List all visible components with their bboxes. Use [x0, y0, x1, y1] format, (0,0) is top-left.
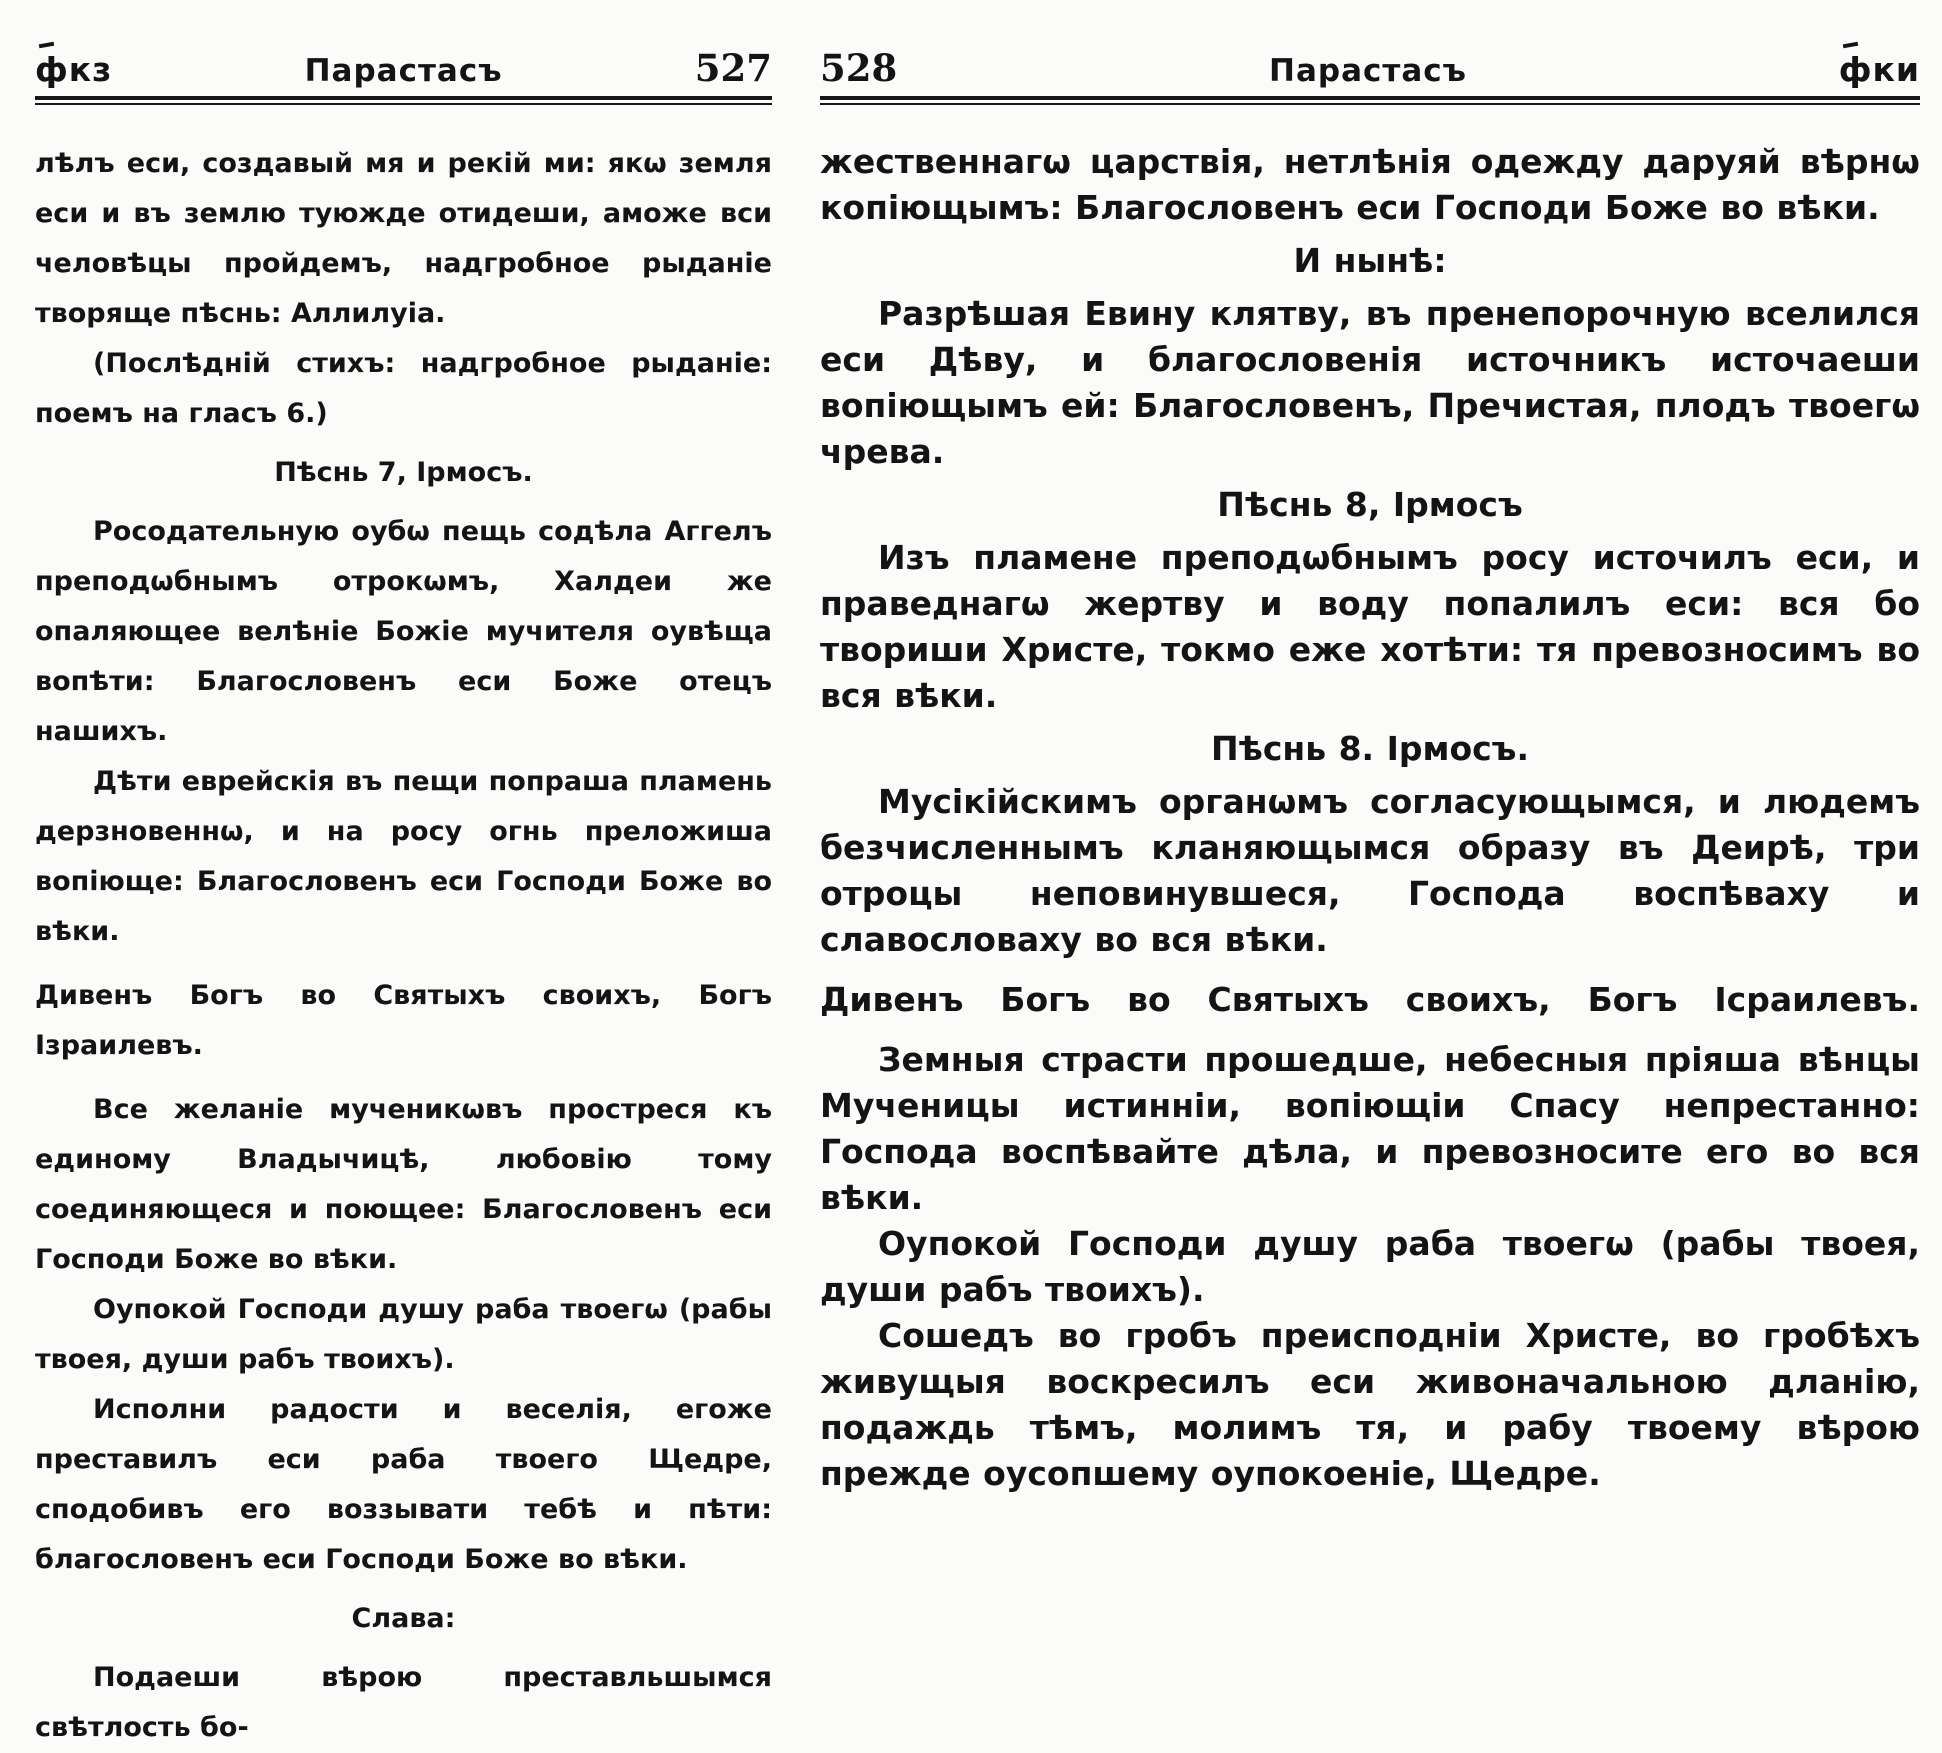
- left-page-body: [35, 139, 772, 1753]
- paragraph-heading: И нынѣ:: [1293, 241, 1447, 280]
- paragraph-indent: Оупокой Господи душу раба твоегѡ (рабы твоея, души рабъ твоихъ).: [820, 1224, 1920, 1309]
- paragraph-indent: Изъ пламене преподѡбнымъ росу источилъ еси, и праведнагѡ жертву и воду попалилъ еси: вся бо твориши Христе, токмо еже хотѣти: тя превозносимъ во вся вѣки.: [820, 538, 1920, 715]
- paragraph-indent: Мусікійскимъ органѡмъ согласующымся, и людемъ безчисленнымъ кланяющымся образу въ Деирѣ, три отроцы неповинувшеся, Господа воспѣваху и славословаху во вся вѣки.: [820, 782, 1920, 959]
- paragraph-indent: Сошедъ во гробъ преисподніи Христе, во гробѣхъ живущыя воскресилъ еси живоначальною дланію, подаждь тѣмъ, молимъ тя, и рабу твоему вѣрою прежде оусопшему оупокоеніе, Щедре.: [820, 1316, 1920, 1493]
- paragraph-heading: Слава:: [351, 1603, 456, 1634]
- paragraph-indent: Подаеши вѣрою преставльшымся свѣтлость бо-: [35, 1662, 772, 1743]
- paragraph-indent: Разрѣшая Евину клятву, въ пренепорочную вселился еси Дѣву, и благословенія источникъ источаеши вопіющымъ ей: Благословенъ, Пречистая, плодъ твоегѡ чрева.: [820, 294, 1920, 471]
- paragraph-heading: Пѣснь 8. Ірмосъ.: [1210, 729, 1530, 768]
- right-page-body: [820, 139, 1920, 1497]
- paragraph-indent: Оупокой Господи душу раба твоегѡ (рабы твоея, души рабъ твоихъ).: [35, 1294, 772, 1375]
- paragraph-flow: лѣлъ еси, создавый мя и рекій ми: якѡ земля еси и въ землю туюжде отидеши, аможе вси человѣцы пройдемъ, надгробное рыданіе творяще пѣснь: Аллилуіа.: [35, 148, 772, 329]
- paragraph-heading: Пѣснь 8, Ірмосъ: [1217, 485, 1523, 524]
- rule-thick: [820, 96, 1920, 100]
- paragraph-flow: жественнагѡ царствія, нетлѣнія одежду даруяй вѣрнѡ копіющымъ: Благословенъ еси Господи Боже во вѣки.: [820, 142, 1920, 227]
- left-running-head: [35, 46, 772, 90]
- rule-thin: [35, 103, 772, 105]
- right-page: [820, 46, 1920, 1497]
- rule-thin: [820, 103, 1920, 105]
- left-page: [35, 46, 772, 1753]
- left-page-number: 527: [694, 46, 772, 90]
- right-header-rule: [820, 96, 1920, 107]
- paragraph-indent: Земныя страсти прошедше, небесныя пріяша вѣнцы Мученицы истинніи, вопіющіи Спасу непрестанно: Господа воспѣвайте дѣла, и превозносите его во вся вѣки.: [820, 1040, 1920, 1217]
- left-running-title: Парастасъ: [304, 53, 503, 89]
- paragraph-indent: Росодательную оубѡ пещь содѣла Аггелъ преподѡбнымъ отрокѡмъ, Халдеи же опаляющее велѣніе Божіе мучителя оувѣща вопѣти: Благословенъ еси Боже отецъ нашихъ.: [35, 516, 772, 747]
- paragraph-indent: Исполни радости и веселія, егоже преставилъ еси раба твоего Щедре, сподобивъ его воззывати тебѣ и пѣти: благословенъ еси Господи Боже во вѣки.: [35, 1394, 772, 1575]
- right-running-title: Парастасъ: [1269, 53, 1467, 89]
- paragraph-indent: Все желаніе мученикѡвъ простреся къ единому Владычицѣ, любовію тому соединяющеся и поющее: Благословенъ еси Господи Боже во вѣки.: [35, 1094, 772, 1275]
- paragraph-versicle: Дивенъ Богъ во Святыхъ своихъ, Богъ Ізраилевъ.: [35, 980, 772, 1061]
- paragraph-indent: Дѣти еврейскія въ пещи попраша пламень дерзновеннѡ, и на росу огнь преложиша вопіюще: Благословенъ еси Господи Боже во вѣки.: [35, 766, 772, 947]
- left-header-rule: [35, 96, 772, 107]
- left-folio-slavonic: фкз: [35, 50, 113, 89]
- paragraph-indent: (Послѣдній стихъ: надгробное рыданіе: поемъ на гласъ 6.): [35, 348, 772, 429]
- rule-thick: [35, 96, 772, 100]
- right-running-head: [820, 46, 1920, 90]
- paragraph-versicle: Дивенъ Богъ во Святыхъ своихъ, Богъ Ісраилевъ.: [820, 980, 1920, 1019]
- right-folio-slavonic: фки: [1838, 50, 1920, 89]
- right-page-number: 528: [820, 46, 898, 90]
- paragraph-heading: Пѣснь 7, Ірмосъ.: [274, 457, 533, 488]
